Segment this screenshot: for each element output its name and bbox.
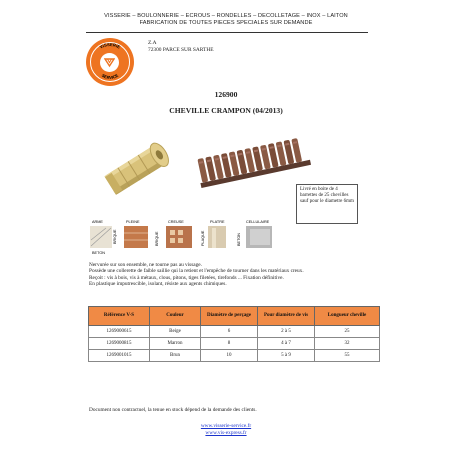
material-label-4: CREUSE [168,220,184,224]
spec-table [88,306,380,362]
anchor-product-image [92,128,182,212]
cell-drill-diameter: 8 [201,338,258,350]
cell-screw-diameter: 2 à 5 [258,326,315,338]
material-label-9: BETON [237,232,241,246]
product-title: CHEVILLE CRAMPON (04/2013) [169,106,283,115]
address-line1: Z.A [148,40,157,46]
material-platre-plaque [208,226,226,248]
material-label-8: CELLULAIRE [246,220,270,224]
material-label-1: BETON [92,251,106,255]
website-link-vis-express[interactable]: www.vis-express.fr [205,430,247,436]
address-line2: 72300 PARCE SUR SARTHE [148,47,214,53]
description-line: En plastique imputrescible, isolant, résiste aux agents chimiques. [89,281,227,288]
cell-reference: 1269000815 [89,338,150,350]
product-description [89,262,379,288]
product-code: 126900 [214,90,238,99]
header-divider [86,32,368,33]
material-label-5: BRIQUE [155,231,159,246]
table-row [89,350,380,362]
cell-screw-diameter: 5 à 9 [258,350,315,362]
cell-anchor-length: 55 [315,350,380,362]
cell-screw-diameter: 4 à 7 [258,338,315,350]
material-cellulaire-beton [246,226,272,248]
material-label-3: BRIQUE [113,229,117,244]
cell-reference: 1269000615 [89,326,150,338]
website-link-visserie-service[interactable]: www.visserie-service.fr [200,423,252,429]
header-color: Couleur [150,307,201,326]
table-row [89,326,380,338]
cell-color: Brun [150,350,201,362]
material-pleine-brique [124,226,148,248]
header-anchor-length: Longueur cheville [315,307,380,326]
logo-text-ring [86,38,134,86]
cell-color: Beige [150,326,201,338]
material-label-7: PLAQUE [201,230,205,246]
company-header-line2: FABRICATION DE TOUTES PIECES SPECIALES SUR DEMANDE [139,20,313,26]
material-creuse-brique [166,226,192,248]
cell-drill-diameter: 10 [201,350,258,362]
material-label-6: PLATRE [210,220,225,224]
header-drill-diameter: Diamètre de perçage [201,307,258,326]
cell-reference: 1269001015 [89,350,150,362]
svg-text:VISSERIE: VISSERIE [98,41,122,50]
material-arme-beton [90,226,112,248]
cell-color: Marron [150,338,201,350]
spec-table-header-row [89,307,380,326]
cell-anchor-length: 25 [315,326,380,338]
materials-strip [88,216,278,256]
packaging-note: Livré en boite de 4 barrettes de 25 chevilles sauf pour le diametre 6mm [296,184,358,224]
cell-anchor-length: 32 [315,338,380,350]
material-label-0: ARME [92,220,103,224]
description-line: Nervurée sur son ensemble, ne tourne pas au vissage. [89,262,202,268]
cell-drill-diameter: 6 [201,326,258,338]
table-row [89,338,380,350]
header-reference: Référence V-S [89,307,150,326]
disclaimer-note: Document non contractuel, la tenue en stock dépend de la demande des clients. [89,407,257,413]
svg-text:SERVICE: SERVICE [100,72,120,81]
company-header-line1: VISSERIE – BOULONNERIE – ECROUS – RONDELLES – DECOLLETAGE – INOX – LAITON [104,13,348,19]
header-screw-diameter: Pour diamètre de vis [258,307,315,326]
description-line: Possède une collerette de faible saillie qui la retient et l'empêche de tourner dans les matériaux creux. [89,268,304,275]
material-label-2: PLEINE [126,220,140,224]
description-line: Reçoit : vis à bois, vis à métaux, clous, pitons, tiges filetées, tirefonds ... Fixation définitive. [89,274,284,281]
